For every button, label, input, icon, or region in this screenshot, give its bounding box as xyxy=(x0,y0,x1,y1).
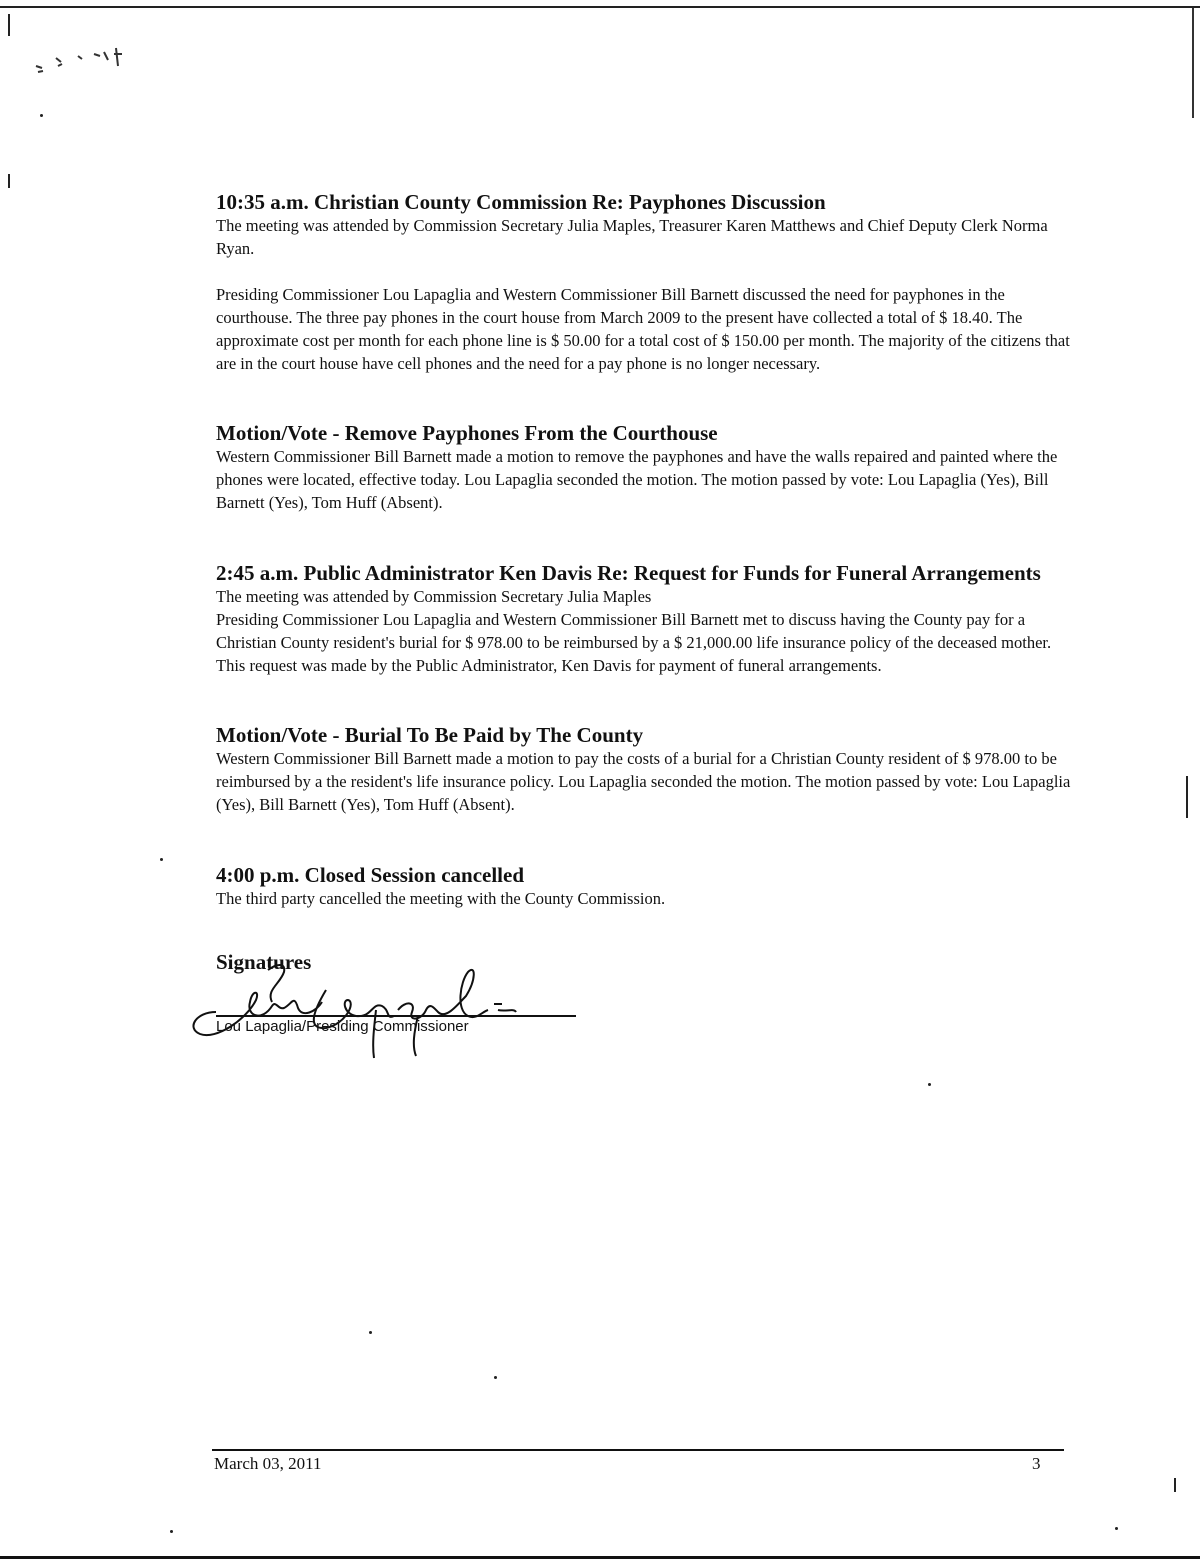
section-heading: Motion/Vote - Burial To Be Paid by The County xyxy=(216,723,644,747)
section-heading: 2:45 a.m. Public Administrator Ken Davis Re: Request for Funds for Funeral Arrangements xyxy=(216,561,1041,585)
signatures-heading: Signatures xyxy=(216,950,312,974)
scan-mark xyxy=(160,858,163,861)
handwritten-signature xyxy=(176,950,536,1060)
scan-edge-bottom xyxy=(0,1556,1200,1559)
scan-mark xyxy=(1186,776,1188,818)
scan-mark xyxy=(8,14,10,36)
section-funeral-funds-request xyxy=(216,561,1076,677)
section-paragraph: The meeting was attended by Commission Secretary Julia Maples xyxy=(216,587,652,606)
scan-mark xyxy=(8,174,10,188)
signature-caption: Lou Lapaglia/Presiding Commissioner xyxy=(216,1018,469,1035)
section-heading: 10:35 a.m. Christian County Commission Re: Payphones Discussion xyxy=(216,190,826,214)
section-paragraph: The third party cancelled the meeting with the County Commission. xyxy=(216,889,666,908)
section-payphones-discussion xyxy=(216,190,1076,375)
section-heading: 4:00 p.m. Closed Session cancelled xyxy=(216,863,525,887)
section-paragraph: The meeting was attended by Commission Secretary Julia Maples, Treasurer Karen Matthews and Chief Deputy Clerk Norma Ryan. xyxy=(216,216,1048,258)
section-paragraph: Western Commissioner Bill Barnett made a motion to pay the costs of a burial for a Christian County resident of $ 978.00 to be reimbursed by a the resident's life insurance policy. Lou Lapaglia seconded the motion. The motion passed by vote: Lou Lapaglia (Yes), Bill Barnett (Yes), Tom Huff (Absent). xyxy=(216,749,1071,814)
section-paragraph: Western Commissioner Bill Barnett made a motion to remove the payphones and have the walls repaired and painted where the phones were located, effective today. Lou Lapaglia seconded the motion. The motion passed by vote: Lou Lapaglia (Yes), Bill Barnett (Yes), Tom Huff (Absent). xyxy=(216,447,1058,512)
scan-mark xyxy=(928,1083,931,1086)
scan-mark xyxy=(1174,1478,1176,1492)
page-number: 3 xyxy=(1032,1454,1041,1473)
scan-edge-right xyxy=(1192,8,1194,118)
scan-mark xyxy=(494,1376,497,1379)
scan-mark xyxy=(1115,1527,1118,1530)
section-motion-remove-payphones xyxy=(216,421,1076,514)
minutes-body xyxy=(216,190,1076,1060)
footer-date: March 03, 2011 xyxy=(214,1454,322,1473)
section-motion-burial xyxy=(216,723,1076,816)
scan-mark xyxy=(170,1530,173,1533)
scan-speckle-cluster xyxy=(34,46,134,76)
footer-rule xyxy=(212,1449,1064,1451)
section-heading: Motion/Vote - Remove Payphones From the Courthouse xyxy=(216,421,718,445)
signature-block xyxy=(216,950,616,1060)
scan-edge-top xyxy=(0,6,1200,8)
scan-mark xyxy=(369,1331,372,1334)
section-paragraph: Presiding Commissioner Lou Lapaglia and Western Commissioner Bill Barnett met to discuss having the County pay for a Christian County resident's burial for $ 978.00 to be reimbursed by a $ 21,000.00 life insurance policy of the deceased mother. This request was made by the Public Administrator, Ken Davis for payment of funeral arrangements. xyxy=(216,610,1052,675)
section-closed-session xyxy=(216,863,1076,910)
section-paragraph: Presiding Commissioner Lou Lapaglia and Western Commissioner Bill Barnett discussed the need for payphones in the courthouse. The three pay phones in the court house from March 2009 to the present have collected a total of $ 18.40. The approximate cost per month for each phone line is $ 50.00 for a total cost of $ 150.00 per month. The majority of the citizens that are in the court house have cell phones and the need for a pay phone is no longer necessary. xyxy=(216,285,1070,373)
scan-mark xyxy=(40,114,43,117)
